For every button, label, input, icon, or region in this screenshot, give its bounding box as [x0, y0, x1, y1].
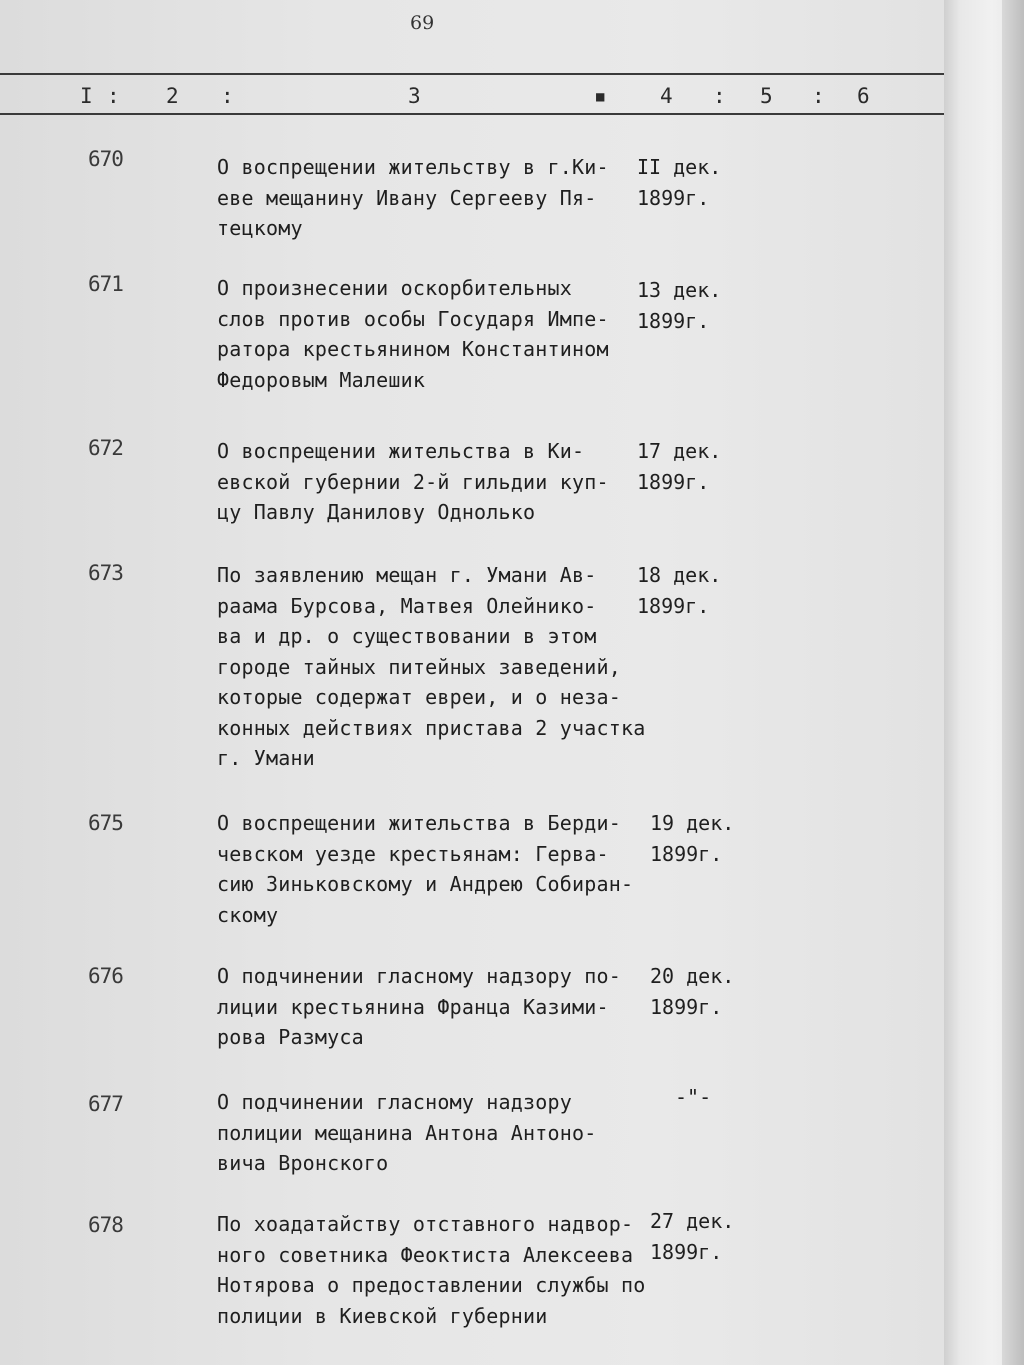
entry-line: полиции мещанина Антона Антоно- — [217, 1120, 597, 1145]
column-separator: : — [221, 84, 234, 108]
entry-date-year: 1899г. — [650, 1239, 723, 1264]
entry-line: евской губернии 2-й гильдии куп- — [217, 469, 609, 494]
entry-line: полиции в Киевской губернии — [217, 1303, 548, 1328]
entry-line: О воспрещении жительству в г.Ки- — [217, 155, 609, 179]
entry-line: По заявлению мещан г. Умани Ав- — [217, 563, 597, 587]
entry-line: вича Вронского — [217, 1151, 389, 1175]
entry-line: еве мещанину Ивану Сергееву Пя- — [217, 185, 597, 210]
entry-line: ного советника Феоктиста Алексеева — [217, 1242, 634, 1267]
page-number: 69 — [410, 12, 435, 34]
entry-description — [217, 1209, 657, 1331]
entry-date-year: 1899г. — [650, 841, 723, 866]
entry-line: ва и др. о существовании в этом — [217, 624, 597, 648]
entry-date — [650, 1206, 780, 1267]
entry-date-day: 18 дек. — [637, 563, 722, 587]
entry-number: 671 — [88, 272, 123, 296]
entry-date-day: 13 дек. — [637, 278, 722, 302]
entry-date-year: 1899г. — [637, 469, 710, 494]
entry-date-day: 20 дек. — [650, 964, 735, 988]
entry-line: О воспрещении жительства в Берди- — [217, 811, 621, 835]
entry-description — [217, 560, 657, 774]
entry-line: рова Размуса — [217, 1025, 364, 1049]
entry-description — [217, 436, 657, 528]
entry-line: ратора крестьянином Константином — [217, 337, 609, 361]
entry-number: 673 — [88, 561, 123, 585]
entry-description — [217, 152, 657, 244]
entry-date — [637, 275, 767, 336]
entry-date — [637, 436, 767, 497]
entry-date — [675, 1082, 805, 1113]
entry-line: городе тайных питейных заведений, — [217, 654, 621, 679]
column-separator: : — [812, 84, 825, 108]
entry-line: сию Зиньковскому и Андрею Собиран- — [217, 872, 634, 896]
column-mark: ■ — [596, 89, 605, 105]
entry-description — [217, 273, 657, 395]
entry-line: О подчинении гласному надзору — [217, 1090, 572, 1114]
column-2-label: 2 — [166, 84, 179, 108]
entry-date-day: 19 дек. — [650, 811, 735, 835]
column-5-label: 5 — [760, 84, 773, 108]
column-4-label: 4 — [660, 84, 673, 108]
entry-date — [637, 560, 767, 621]
entry-date-year: 1899г. — [637, 308, 710, 333]
entry-number: 672 — [88, 436, 123, 460]
entry-line: г. Умани — [217, 746, 315, 770]
entry-date-day: 17 дек. — [637, 439, 722, 463]
header-rule-bottom — [0, 113, 944, 115]
entry-date-day: II дек. — [637, 155, 722, 179]
entry-line: Федоровым Малешик — [217, 367, 426, 392]
entry-number: 678 — [88, 1213, 123, 1237]
entry-date-year: 1899г. — [650, 994, 723, 1019]
entry-date-day: 27 дек. — [650, 1209, 735, 1233]
entry-date-ditto: -"- — [675, 1085, 712, 1109]
entry-line: слов против особы Государя Импе- — [217, 306, 609, 331]
entry-line: лиции крестьянина Франца Казими- — [217, 994, 609, 1019]
entry-line: чевском уезде крестьянам: Герва- — [217, 841, 609, 866]
entry-description — [217, 961, 657, 1053]
entry-date — [650, 808, 780, 869]
column-6-label: 6 — [857, 84, 870, 108]
entry-line: раама Бурсова, Матвея Олейнико- — [217, 593, 597, 618]
entry-line: Нотярова о предоставлении службы по — [217, 1273, 646, 1297]
entry-description — [217, 808, 657, 930]
entry-date — [650, 961, 780, 1022]
underlying-page-edge — [1002, 0, 1024, 1365]
entry-line: скому — [217, 902, 279, 927]
header-rule-top — [0, 73, 944, 75]
entry-line: которые содержат евреи, и о неза- — [217, 685, 621, 709]
entry-date-year: 1899г. — [637, 185, 710, 210]
entry-line: О произнесении оскорбительных — [217, 276, 572, 300]
column-3-label: 3 — [408, 84, 421, 108]
entry-line: По хоадатайству отставного надвор- — [217, 1212, 634, 1236]
column-separator: : — [107, 84, 120, 108]
entry-line: цу Павлу Данилову Однолько — [217, 500, 536, 524]
entry-line: тецкому — [217, 216, 303, 240]
entry-number: 670 — [88, 147, 123, 171]
entry-number: 675 — [88, 811, 123, 835]
entry-number: 676 — [88, 964, 123, 988]
entry-date — [637, 152, 767, 213]
entry-description — [217, 1087, 657, 1179]
entry-line: конных действиях пристава 2 участка — [217, 715, 646, 740]
entry-line: О подчинении гласному надзору по- — [217, 964, 621, 988]
column-separator: : — [713, 84, 726, 108]
entry-date-year: 1899г. — [637, 593, 710, 618]
column-1-label: I — [80, 84, 93, 108]
entry-number: 677 — [88, 1092, 123, 1116]
entry-line: О воспрещении жительства в Ки- — [217, 439, 585, 463]
